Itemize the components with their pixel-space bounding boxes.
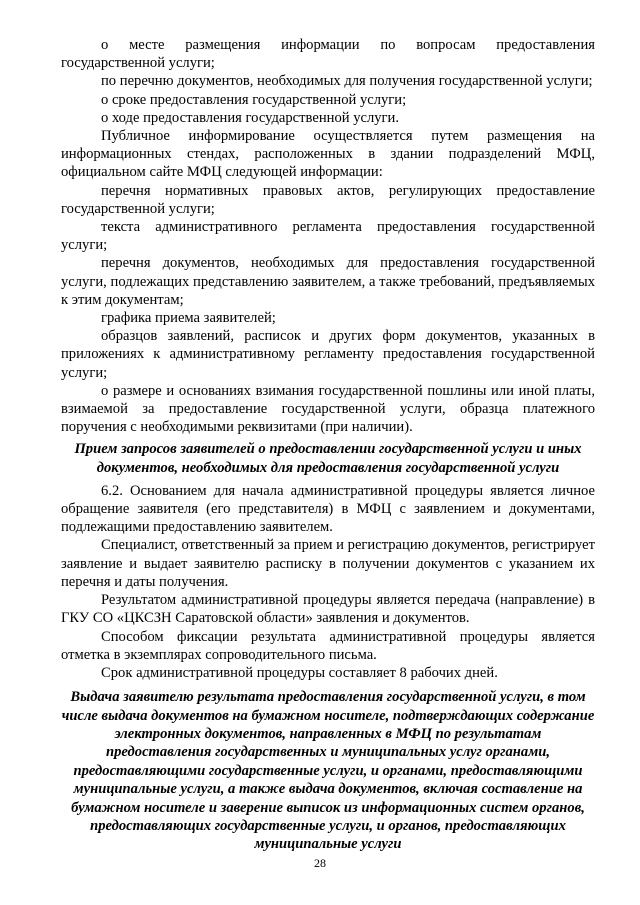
page-number: 28 — [314, 856, 326, 870]
list-item: графика приема заявителей; — [101, 310, 276, 327]
list-item: текста административного регламента предоставления государственной услуги; — [61, 219, 595, 254]
list-item: о размере и основаниях взимания государственной пошлины или иной платы, взимаемой за предоставление государственной услуги, образца платежного поручения с необходимыми реквизитами (при наличии). — [61, 382, 595, 436]
paragraph-public-info: Публичное информирование осуществляется путем размещения на информационных стендах, расположенных в здании подразделений МФЦ, официальном сайте МФЦ следующей информации: — [61, 128, 595, 181]
list-item: по перечню документов, необходимых для получения государственной услуги; — [101, 73, 593, 90]
section-heading-reception: Прием запросов заявителей о предоставлении государственной услуги и иных документов, необходимых для предоставления государственной услуги — [74, 441, 582, 476]
list-item: образцов заявлений, расписок и других форм документов, указанных в приложениях к административному регламенту предоставления государственной услуги; — [61, 328, 595, 381]
section-heading-issuance: Выдача заявителю результата предоставления государственной услуги, в том числе выдача документов на бумажном носителе, подтверждающих содержание электронных документов, направленных в МФЦ по результатам предоставления государственных и муниципальных услуг органами, предоставляющими государственные услуги, и органами, предоставляющими муниципальные услуги, а также выдача документов, включая составление на бумажном носителе и заверение выписок из информационных систем органов, предоставляющих государственные услуги, и органов, предоставляющих муниципальные услуги — [61, 689, 595, 853]
list-item: о сроке предоставления государственной услуги; — [101, 91, 407, 108]
paragraph: Срок административной процедуры составляет 8 рабочих дней. — [101, 664, 498, 681]
list-item: о ходе предоставления государственной услуги. — [101, 109, 399, 126]
paragraph: Специалист, ответственный за прием и регистрацию документов, регистрирует заявление и выдает заявителю расписку в получении документов с указанием их перечня и даты получения. — [61, 537, 595, 590]
paragraph: Результатом административной процедуры является передача (направление) в ГКУ СО «ЦКСЗН Саратовской области» заявления и документов. — [61, 592, 595, 627]
list-item: перечня документов, необходимых для предоставления государственной услуги, подлежащих представлению заявителем, а также требований, предъявляемых к этим документам; — [61, 255, 595, 308]
document-page — [61, 36, 595, 859]
paragraph: 6.2. Основанием для начала административной процедуры является личное обращение заявителя (его представителя) в МФЦ с заявлением и документами, подлежащими предоставлению заявителем. — [61, 482, 595, 536]
list-item: о месте размещения информации по вопросам предоставления государственной услуги; — [61, 37, 595, 72]
list-item: перечня нормативных правовых актов, регулирующих предоставление государственной услуги; — [61, 182, 595, 217]
paragraph: Способом фиксации результата административной процедуры является отметка в экземплярах сопроводительного письма. — [61, 628, 595, 663]
